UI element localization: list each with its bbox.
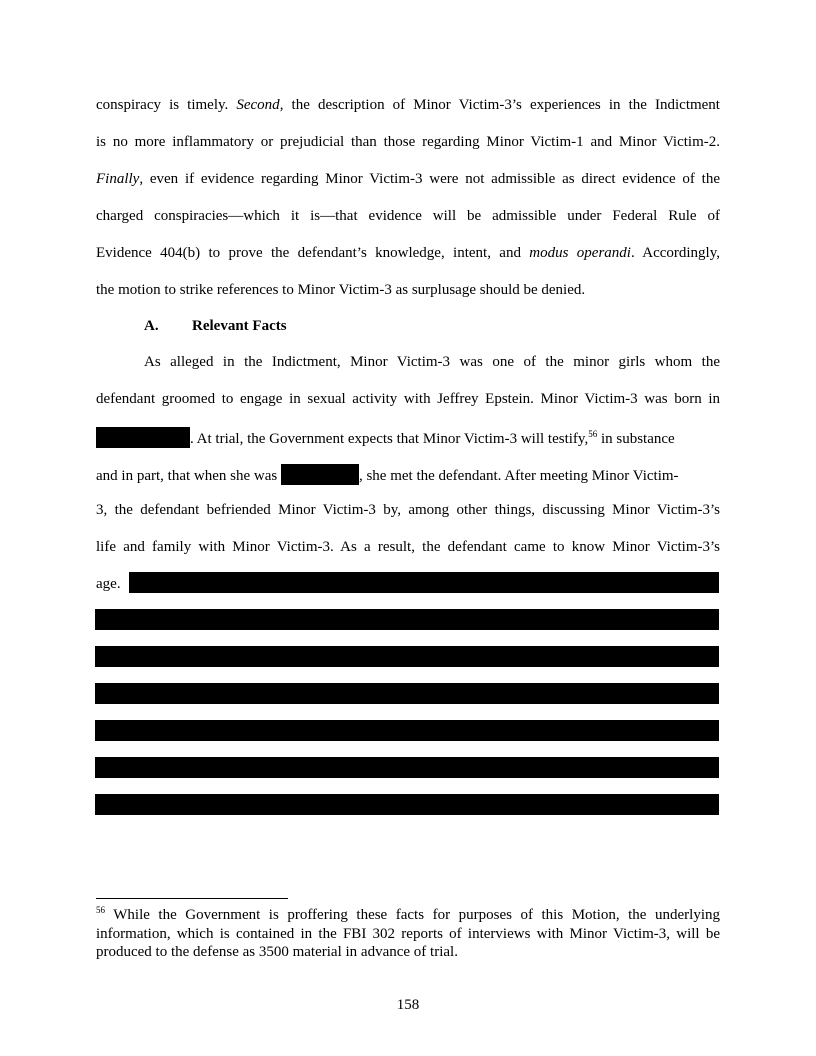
body-line [96, 501, 720, 519]
text-run: defendant groomed to engage in sexual activity with Jeffrey Epstein. Minor Victim-3 was born in [96, 391, 720, 407]
redaction-bar [95, 609, 719, 630]
redaction-bar [95, 757, 719, 778]
text-run: life and family with Minor Victim-3. As a result, the defendant came to know Minor Victim-3’s [96, 539, 720, 555]
text-run: , she met the defendant. After meeting Minor Victim- [358, 468, 679, 484]
body-line [96, 244, 720, 262]
redaction-block [281, 464, 359, 485]
text-run: As alleged in the Indictment, Minor Victim-3 was one of the minor girls whom the [144, 354, 720, 370]
footnote-ref: 56 [588, 429, 598, 439]
footnote [96, 906, 720, 962]
text-run: the motion to strike references to Minor Victim-3 as surplusage should be denied. [96, 282, 586, 298]
page-number: 158 [396, 997, 420, 1013]
body-line [96, 464, 720, 485]
body-line [96, 133, 720, 151]
text-run: charged conspiracies—which it is—that evidence will be admissible under Federal Rule of [96, 208, 720, 224]
text-run: , even if evidence regarding Minor Victim-3 were not admissible as direct evidence of the [139, 171, 720, 187]
body-line [144, 353, 720, 371]
body-line [96, 96, 720, 114]
text-run: and in part, that when she was [96, 468, 281, 484]
text-run: is no more inflammatory or prejudicial than those regarding Minor Victim-1 and Minor Victim-2. [96, 134, 720, 150]
body-line [96, 170, 720, 188]
section-number: A. [144, 318, 159, 334]
redaction-bar [95, 646, 719, 667]
text-run: . At trial, the Government expects that Minor Victim-3 will testify, [190, 431, 589, 447]
footnote-marker: 56 [96, 905, 105, 915]
body-line [96, 538, 720, 556]
body-line [96, 207, 720, 225]
redaction-bar [95, 794, 719, 815]
redaction-bar [95, 683, 719, 704]
italic-text: modus operandi [529, 245, 631, 261]
section-title: Relevant Facts [192, 318, 287, 334]
text-run: , the description of Minor Victim-3’s experiences in the Indictment [279, 97, 720, 113]
section-heading [144, 318, 287, 335]
footnote-text: While the Government is proffering these facts for purposes of this Motion, the underlying information, which is contained in the FBI 302 reports of interviews with Minor Victim-3, will be produced to the defense as 3500 material in advance of trial. [96, 907, 720, 960]
footnote-separator [96, 898, 288, 899]
body-line [96, 281, 720, 299]
text-run: Evidence 404(b) to prove the defendant’s knowledge, intent, and [96, 245, 530, 261]
italic-text: Second [236, 97, 280, 113]
italic-text: Finally [96, 171, 140, 187]
text-run: age. [96, 576, 121, 592]
redaction-block [96, 427, 190, 448]
redaction-bar [129, 572, 719, 593]
text-run: 3, the defendant befriended Minor Victim-3 by, among other things, discussing Minor Victim-3’s [96, 502, 720, 518]
body-line [96, 390, 720, 408]
redaction-bar [95, 720, 719, 741]
text-run: in substance [597, 431, 675, 447]
text-run: conspiracy is timely. [96, 97, 237, 113]
body-line [96, 427, 720, 448]
text-run: . Accordingly, [630, 245, 720, 261]
